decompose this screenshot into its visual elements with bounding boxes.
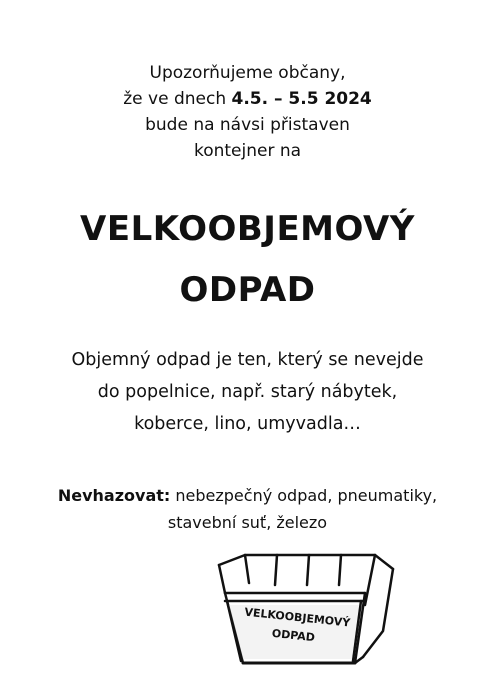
headline-line-2: ODPAD xyxy=(179,270,316,310)
intro-line-3: bude na návsi přistaven xyxy=(145,115,350,135)
intro-line-2-prefix: že ve dnech xyxy=(123,89,232,109)
warning-line-1 xyxy=(0,483,495,509)
container-label-line-1: VELKOOBJEMOVÝ xyxy=(243,605,351,630)
intro-dates: 4.5. – 5.5 2024 xyxy=(231,89,372,109)
intro-line-2 xyxy=(0,86,495,112)
description-line-3: koberce, lino, umyvadla… xyxy=(134,414,361,434)
container-right-side xyxy=(363,569,393,657)
container-left-inner xyxy=(219,565,225,593)
description-line-1: Objemný odpad je ten, který se nevejde xyxy=(71,350,424,370)
intro-line-1: Upozorňujeme občany, xyxy=(149,63,346,83)
warning-items-1: nebezpečný odpad, pneumatiky, xyxy=(170,486,438,505)
skip-container-illustration xyxy=(205,545,400,670)
headline-line-1: VELKOOBJEMOVÝ xyxy=(80,209,415,249)
container-label-line-2: ODPAD xyxy=(271,626,316,645)
warning-line-2: stavební suť, železo xyxy=(167,513,328,532)
intro-line-4: kontejner na xyxy=(193,141,302,161)
description-line-2: do popelnice, např. starý nábytek, xyxy=(97,382,398,402)
warning-label: Nevhazovat: xyxy=(57,486,171,505)
